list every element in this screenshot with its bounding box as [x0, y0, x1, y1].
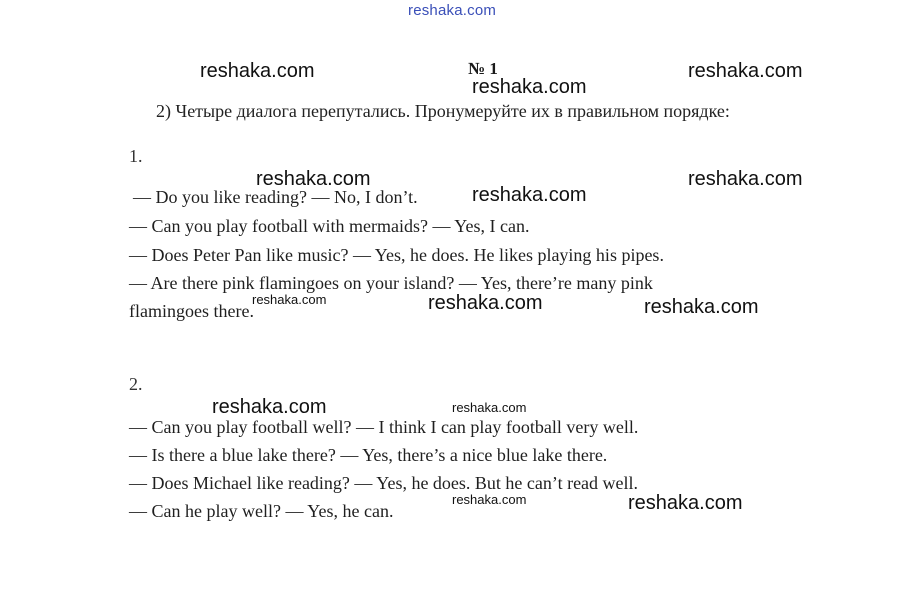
dialog-line: — Are there pink flamingoes on your island? — Yes, there’re many pink [129, 273, 653, 293]
dialog-line: — Can he play well? — Yes, he can. [129, 501, 394, 521]
watermark: reshaka.com [688, 60, 803, 82]
watermark: reshaka.com [472, 76, 587, 98]
watermark: reshaka.com [688, 168, 803, 190]
watermark: reshaka.com [452, 400, 527, 415]
watermark: reshaka.com [200, 60, 315, 82]
watermark: reshaka.com [628, 492, 743, 514]
dialog-line: — Can you play football well? — I think I can play football very well. [129, 417, 639, 437]
task-instruction: 2) Четыре диалога перепутались. Пронумеруйте их в правильном порядке: [156, 101, 730, 121]
section-2-number: 2. [129, 374, 143, 394]
dialog-line: — Do you like reading? — No, I don’t. [133, 187, 418, 207]
exercise-number: № 1 [468, 59, 498, 78]
dialog-line: flamingoes there. [129, 301, 254, 321]
watermark: reshaka.com [472, 184, 587, 206]
watermark: reshaka.com [252, 292, 327, 307]
watermark: reshaka.com [212, 396, 327, 418]
site-header-link[interactable]: reshaka.com [408, 2, 497, 19]
dialog-line: — Does Michael like reading? — Yes, he does. But he can’t read well. [129, 473, 639, 493]
dialog-line: — Can you play football with mermaids? — Yes, I can. [129, 216, 530, 236]
dialog-line: — Does Peter Pan like music? — Yes, he does. He likes playing his pipes. [129, 245, 664, 265]
dialog-line: — Is there a blue lake there? — Yes, there’s a nice blue lake there. [129, 445, 608, 465]
watermark: reshaka.com [452, 492, 527, 507]
watermark: reshaka.com [256, 168, 371, 190]
section-1-number: 1. [129, 146, 143, 166]
watermark: reshaka.com [644, 296, 759, 318]
watermark: reshaka.com [428, 292, 543, 314]
